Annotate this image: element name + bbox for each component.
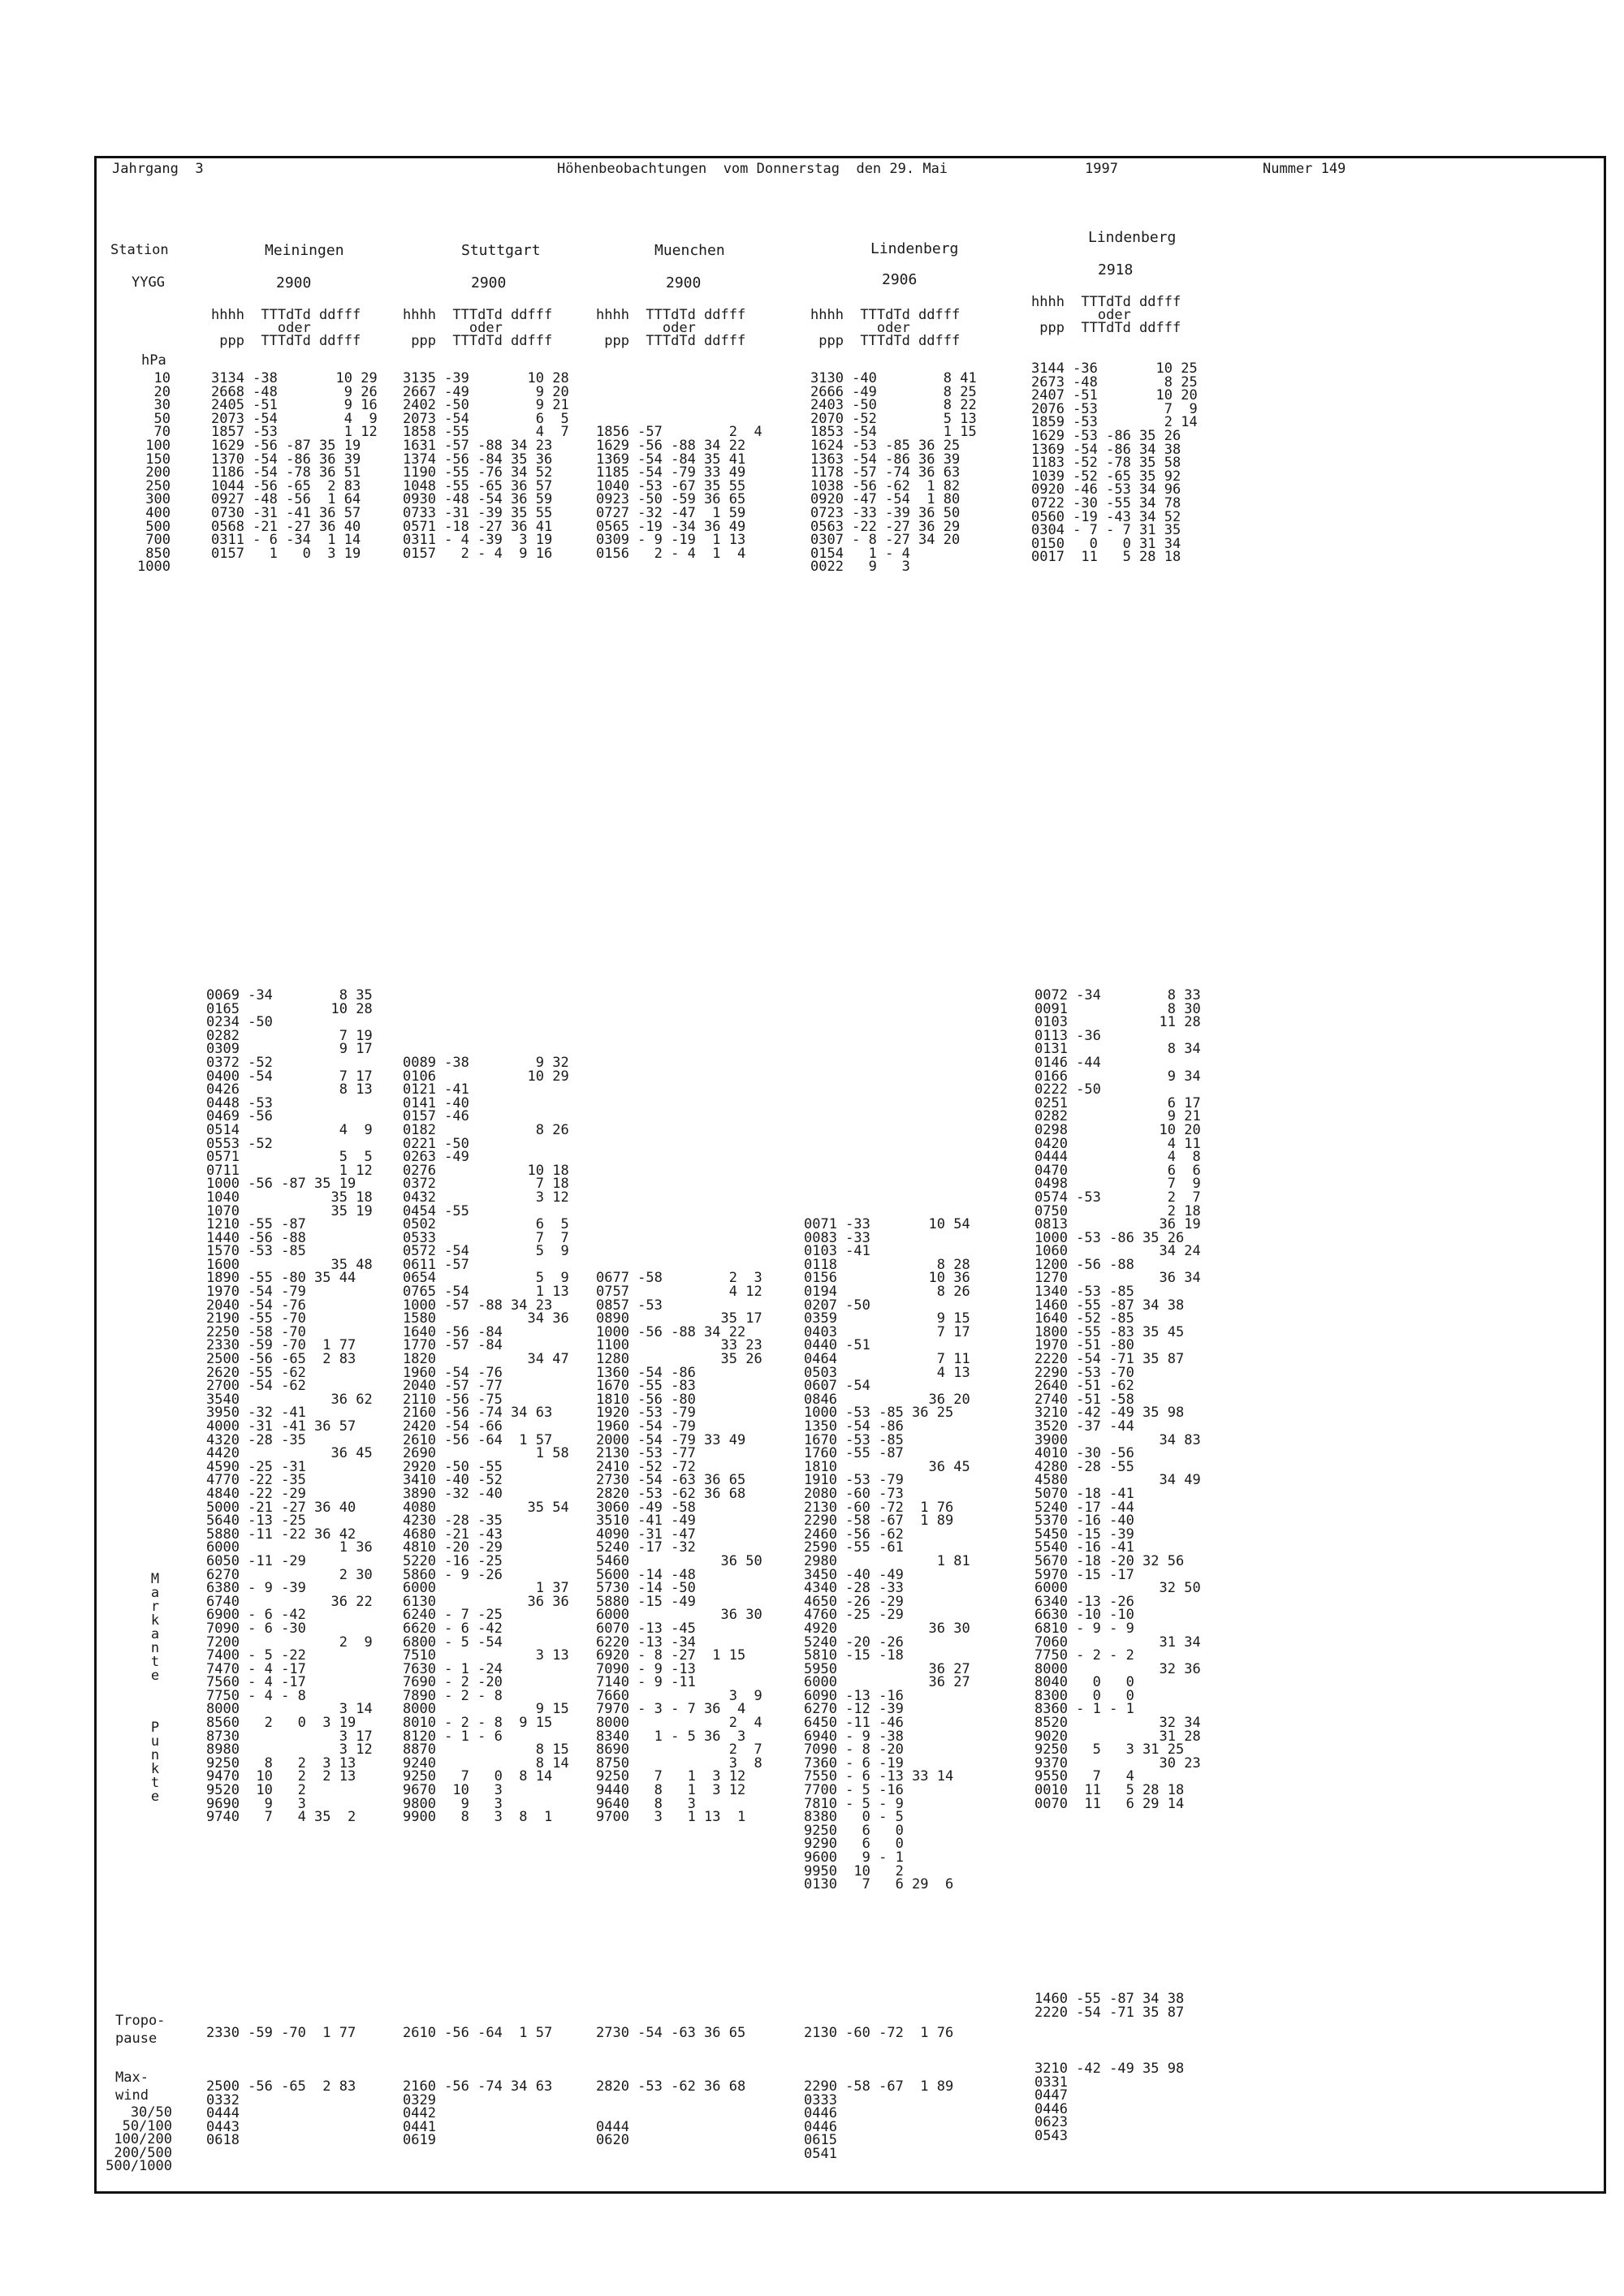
station-name: Muenchen	[654, 242, 725, 259]
max-wind: 2500 -56 -65 2 83 0332 0444 0443 0618	[206, 2078, 356, 2149]
station-name: Lindenberg	[1088, 229, 1177, 246]
header-nummer: Nummer 149	[1263, 161, 1346, 177]
markante-letter: k	[150, 1612, 160, 1629]
header-year: 1997	[1085, 161, 1118, 177]
tropopause: 2130 -60 -72 1 76	[804, 2025, 954, 2041]
tropopause: 2730 -54 -63 36 65	[596, 2025, 746, 2041]
punkte-letter: k	[150, 1761, 160, 1777]
station-yygg: 2918	[1098, 261, 1134, 278]
column-header: hhhh TTTdTd ddfff oder ppp TTTdTd ddfff	[403, 307, 553, 349]
punkte-letter: e	[150, 1789, 160, 1805]
markante-letter: n	[150, 1640, 160, 1656]
pressure-levels: 10 20 30 50 70 100 150 200 250 300 400 500 700 850 1000	[137, 370, 171, 576]
tropopause: 2610 -56 -64 1 57	[403, 2025, 553, 2041]
maxwind-label: Max- wind	[115, 2069, 149, 2104]
punkte-letter: u	[150, 1733, 160, 1750]
column-header: hhhh TTTdTd ddfff oder ppp TTTdTd ddfff	[810, 307, 961, 349]
hpa-label: hPa	[141, 352, 166, 369]
station-yygg: 2900	[471, 274, 507, 291]
significant-points: 0071 -33 10 54 0083 -33 0103 -41 0118 8 28 0156 10 36 0194 8 26 0207 -50 0359 9 15 0403 7 17 0440 -51 0464 7 11 0503 4 13 0607 -54 0846 36 20 1000 -53 -85 36 25 1350 -54 -86 1670 -53 -85 1760 -55 -87 1810 36 45 1910 -53 -79 2080 -60 -73 2130 -60 -72 1 76 2290 -58 -67 1 89 2460 -56 -62 2590 -55 -61 2980 1 81 3450 -40 -49 4340 -28 -33 4650 -26 -29 4760 -25 -29 4920 36 30 5240 -20 -26 5810 -15 -18 5950 36 27 6000 36 27 6090 -13 -16 6270 -12 -39 6450 -11 -46 6940 - 9 -38 7090 - 8 -20 7360 - 6 -19 7550 - 6 -13 33 14 7700 - 5 -16 7810 - 5 - 9 8380 0 - 5 9250 6 0 9290 6 0 9600 9 - 1 9950 10 2 0130 7 6 29 6	[804, 1216, 970, 1893]
standard-levels: 3135 -39 10 28 2667 -49 9 20 2402 -50 9 21 2073 -54 6 5 1858 -55 4 7 1631 -57 -88 34 23 1374 -56 -84 35 36 1190 -55 -76 34 52 1048 -55 -65 36 57 0930 -48 -54 36 59 0733 -31 -39 35 55 0571 -18 -27 36 41 0311 - 4 -39 3 19 0157 2 - 4 9 16	[403, 370, 569, 562]
column-header: hhhh TTTdTd ddfff oder ppp TTTdTd ddfff	[1031, 294, 1181, 336]
significant-points: 0069 -34 8 35 0165 10 28 0234 -50 0282 7 19 0309 9 17 0372 -52 0400 -54 7 17 0426 8 13 0448 -53 0469 -56 0514 4 9 0553 -52 0571 5 5 0711 1 12 1000 -56 -87 35 19 1040 35 18 1070 35 19 1210 -55 -87 1440 -56 -88 1570 -53 -85 1600 35 48 1890 -55 -80 35 44 1970 -54 -79 2040 -54 -76 2190 -55 -70 2250 -58 -70 2330 -59 -70 1 77 2500 -56 -65 2 83 2620 -55 -62 2700 -54 -62 3540 36 62 3950 -32 -41 4000 -31 -41 36 57 4320 -28 -35 4420 36 45 4590 -25 -31 4770 -22 -35 4840 -22 -29 5000 -21 -27 36 40 5640 -13 -25 5880 -11 -22 36 42 6000 1 36 6050 -11 -29 6270 2 30 6380 - 9 -39 6740 36 22 6900 - 6 -42 7090 - 6 -30 7200 2 9 7400 - 5 -22 7470 - 4 -17 7560 - 4 -17 7750 - 4 - 8 8000 3 14 8560 2 0 3 19 8730 3 17 8980 3 12 9250 8 2 3 13 9470 10 2 2 13 9520 10 2 9690 9 3 9740 7 4 35 2	[206, 987, 373, 1826]
significant-points: 0089 -38 9 32 0106 10 29 0121 -41 0141 -40 0157 -46 0182 8 26 0221 -50 0263 -49 0276 10 18 0372 7 18 0432 3 12 0454 -55 0502 6 5 0533 7 7 0572 -54 5 9 0611 -57 0654 5 9 0765 -54 1 13 1000 -57 -88 34 23 1580 34 36 1640 -56 -84 1770 -57 -84 1820 34 47 1960 -54 -76 2040 -57 -77 2110 -56 -75 2160 -56 -74 34 63 2420 -54 -66 2610 -56 -64 1 57 2690 1 58 2920 -50 -55 3410 -40 -52 3890 -32 -40 4080 35 54 4230 -28 -35 4680 -21 -43 4810 -20 -29 5220 -16 -25 5860 - 9 -26 6000 1 37 6130 36 36 6240 - 7 -25 6620 - 6 -42 6800 - 5 -54 7510 3 13 7630 - 1 -24 7690 - 2 -20 7890 - 2 - 8 8000 9 15 8010 - 2 - 8 9 15 8120 - 1 - 6 8870 8 15 9240 8 14 9250 7 0 8 14 9670 10 3 9800 9 3 9900 8 3 8 1	[403, 1054, 569, 1826]
station-name: Meiningen	[265, 242, 344, 259]
markante-letter: r	[150, 1599, 160, 1615]
markante-letter: M	[150, 1571, 160, 1587]
tropopause: 1460 -55 -87 34 38 2220 -54 -71 35 87	[1034, 1991, 1185, 2021]
markante-letter: a	[150, 1626, 160, 1642]
tropopause: 2330 -59 -70 1 77	[206, 2025, 356, 2041]
station-name: Lindenberg	[870, 240, 959, 257]
punkte-letter: n	[150, 1747, 160, 1763]
max-wind: 2160 -56 -74 34 63 0329 0442 0441 0619	[403, 2078, 553, 2149]
standard-levels: 3130 -40 8 41 2666 -49 8 25 2403 -50 8 22 2070 -52 5 13 1853 -54 1 15 1624 -53 -85 36 25 1363 -54 -86 36 39 1178 -57 -74 36 63 1038 -56 -62 1 82 0920 -47 -54 1 80 0723 -33 -39 36 50 0563 -22 -27 36 29 0307 - 8 -27 34 20 0154 1 - 4 0022 9 3	[810, 370, 977, 576]
header-title: Höhenbeobachtungen vom Donnerstag den 29. Mai	[557, 161, 948, 177]
standard-levels: 3144 -36 10 25 2673 -48 8 25 2407 -51 10 20 2076 -53 7 9 1859 -53 2 14 1629 -53 -86 35 26 1369 -54 -86 34 38 1183 -52 -78 35 58 1039 -52 -65 35 92 0920 -46 -53 34 96 0722 -30 -55 34 78 0560 -19 -43 34 52 0304 - 7 - 7 31 35 0150 0 0 31 34 0017 11 5 28 18	[1031, 360, 1198, 566]
station-yygg: 2900	[276, 274, 312, 291]
markante-letter: t	[150, 1654, 160, 1670]
standard-levels: 3134 -38 10 29 2668 -48 9 26 2405 -51 9 16 2073 -54 4 9 1857 -53 1 12 1629 -56 -87 35 19 1370 -54 -86 36 39 1186 -54 -78 36 51 1044 -56 -65 2 83 0927 -48 -56 1 64 0730 -31 -41 36 57 0568 -21 -27 36 40 0311 - 6 -34 1 14 0157 1 0 3 19	[211, 370, 378, 562]
wind-shear-labels: 30/50 50/100 100/200 200/500 500/1000	[106, 2104, 172, 2175]
column-header: hhhh TTTdTd ddfff oder ppp TTTdTd ddfff	[596, 307, 746, 349]
punkte-letter: P	[150, 1720, 160, 1736]
station-yygg: 2906	[882, 271, 918, 288]
station-label: Station	[110, 242, 169, 258]
station-name: Stuttgart	[461, 242, 541, 259]
significant-points: 0072 -34 8 33 0091 8 30 0103 11 28 0113 -36 0131 8 34 0146 -44 0166 9 34 0222 -50 0251 6 17 0282 9 21 0298 10 20 0420 4 11 0444 4 8 0470 6 6 0498 7 9 0574 -53 2 7 0750 2 18 0813 36 19 1000 -53 -86 35 26 1060 34 24 1200 -56 -88 1270 36 34 1340 -53 -85 1460 -55 -87 34 38 1640 -52 -85 1800 -55 -83 35 45 1970 -51 -80 2220 -54 -71 35 87 2290 -53 -70 2640 -51 -62 2740 -51 -58 3210 -42 -49 35 98 3520 -37 -44 3900 34 83 4010 -30 -56 4280 -28 -55 4580 34 49 5070 -18 -41 5240 -17 -44 5370 -16 -40 5450 -15 -39 5540 -16 -41 5670 -18 -20 32 56 5970 -15 -17 6000 32 50 6340 -13 -26 6630 -10 -10 6810 - 9 - 9 7060 31 34 7750 - 2 - 2 8000 32 36 8040 0 0 8300 0 0 8360 - 1 - 1 8520 32 34 9020 31 28 9250 5 3 31 25 9370 30 23 9550 7 4 0010 11 5 28 18 0070 11 6 29 14	[1034, 987, 1201, 1812]
markante-letter: a	[150, 1585, 160, 1601]
max-wind: 2820 -53 -62 36 68 0444 0620	[596, 2078, 746, 2149]
markante-letter: e	[150, 1668, 160, 1684]
station-yygg: 2900	[666, 274, 702, 291]
column-header: hhhh TTTdTd ddfff oder ppp TTTdTd ddfff	[211, 307, 361, 349]
punkte-letter: t	[150, 1775, 160, 1791]
standard-levels: 1856 -57 2 4 1629 -56 -88 34 22 1369 -54 -84 35 41 1185 -54 -79 33 49 1040 -53 -67 35 55 0923 -50 -59 36 65 0727 -32 -47 1 59 0565 -19 -34 36 49 0309 - 9 -19 1 13 0156 2 - 4 1 4	[596, 424, 762, 562]
yygg-label: YYGG	[132, 274, 165, 291]
significant-points: 0677 -58 2 3 0757 4 12 0857 -53 0890 35 17 1000 -56 -88 34 22 1100 33 23 1280 35 26 1360 -54 -86 1670 -55 -83 1810 -56 -80 1920 -53 -79 1960 -54 -79 2000 -54 -79 33 49 2130 -53 -77 2410 -52 -72 2730 -54 -63 36 65 2820 -53 -62 36 68 3060 -49 -58 3510 -41 -49 4090 -31 -47 5240 -17 -32 5460 36 50 5600 -14 -48 5730 -14 -50 5880 -15 -49 6000 36 30 6070 -13 -45 6220 -13 -34 6920 - 8 -27 1 15 7090 - 9 -13 7140 - 9 -11 7660 3 9 7970 - 3 - 7 36 4 8000 2 4 8340 1 - 5 36 3 8690 2 7 8750 3 8 9250 7 1 3 12 9440 8 1 3 12 9640 8 3 9700 3 1 13 1	[596, 1270, 762, 1826]
max-wind: 2290 -58 -67 1 89 0333 0446 0446 0615 0541	[804, 2078, 954, 2162]
tropopause-label: Tropo- pause	[115, 2013, 166, 2047]
max-wind: 3210 -42 -49 35 98 0331 0447 0446 0623 0543	[1034, 2061, 1185, 2144]
header-jahrgang: Jahrgang 3	[112, 161, 204, 177]
